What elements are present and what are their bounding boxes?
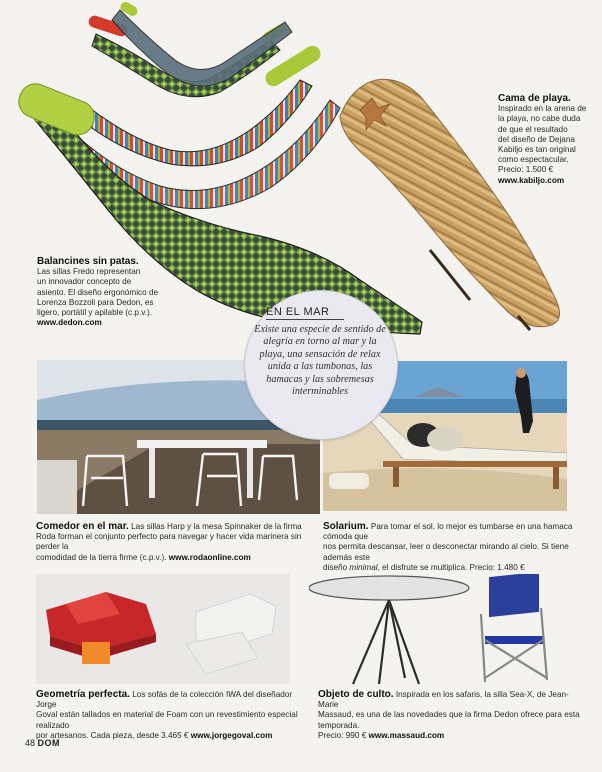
caption-line: Los sofás de la colección IWA del diseñador Jorge [36, 690, 293, 710]
caption-line: Precio: 990 € [318, 730, 367, 740]
caption-heading: Solarium. [323, 521, 369, 532]
caption-line: Lorenza Bozzoli para Dedon, es [37, 297, 154, 307]
caption-line: Las sillas Harp y la mesa Spinnaker de la firma [128, 522, 302, 531]
callout-title [266, 306, 374, 322]
magazine-brand: DOM [37, 738, 61, 748]
callout-text: Existe una especie de sentido de alegría en torno al mar y la playa, una sensación de relax unida a las tumbonas, las hamacas y las sobremesas interminables [254, 324, 386, 398]
caption-heading: Objeto de culto. [318, 689, 394, 700]
caption-heading: Geometría perfecta. [36, 689, 130, 700]
caption-heading: Comedor en el mar. [36, 521, 129, 532]
caption-line: diseño [323, 562, 350, 572]
caption-line: Precio: 1.500 € [498, 165, 554, 175]
caption-url[interactable]: www.massaud.com [368, 730, 445, 740]
caption-comedor [36, 522, 326, 563]
caption-line: del diseño de Dejana [498, 134, 575, 144]
caption-line: nos permita descansar, leer o desconectar mirando al cielo. Si tiene además este [323, 542, 569, 562]
page-footer [25, 738, 60, 748]
caption-url[interactable]: www.dedon.com [37, 318, 102, 328]
callout-title-text: EN EL MAR [266, 306, 330, 318]
callout-rule [266, 319, 344, 320]
caption-line: Massaud, es una de las novedades que la firma Dedon ofrece para esta temporada. [318, 710, 580, 730]
caption-line: Roda forman el conjunto perfecto para navegar y hacer vida marinera sin perder la [36, 532, 302, 552]
caption-line: Inspirada en los safaris, la silla Sea-X, de Jean-Marie [318, 690, 569, 710]
caption-heading: Balancines sin patas. [37, 256, 139, 267]
caption-line: comodidad de la tierra firme (c.p.v.). [36, 552, 167, 562]
caption-line: ligero, portátil y apilable (c.p.v.). [37, 308, 152, 318]
caption-balancines [37, 257, 177, 328]
caption-line: Kabiljo es tan original [498, 145, 576, 155]
photo-iwa-sofas [36, 574, 290, 684]
caption-line: Para tomar el sol, lo mejor es tumbarse en una hamaca cómoda que [323, 522, 573, 542]
caption-line: , el disfrute se multiplica. Precio: 1.480 € [377, 562, 525, 572]
caption-url[interactable]: www.rodaonline.com [168, 552, 251, 562]
photo-table-chair [309, 574, 571, 688]
caption-objeto [318, 690, 586, 741]
caption-line: de que el resultado [498, 124, 568, 134]
caption-heading: Cama de playa. [498, 93, 571, 104]
caption-line: como espectacular. [498, 155, 569, 165]
caption-line: por artesanos. Cada pieza, desde 3.465 € [36, 730, 189, 740]
caption-line: Goval están tallados en material de Foam con un revestimiento especial realizado [36, 710, 298, 730]
caption-line: Inspirado en la arena de [498, 104, 587, 114]
caption-geometria [36, 690, 306, 741]
caption-italic: minimal [349, 562, 378, 572]
caption-line: asiento. El diseño ergonómico de [37, 287, 159, 297]
page-number: 48 [25, 738, 36, 748]
caption-line: un innovador concepto de [37, 277, 132, 287]
caption-url[interactable]: www.jorgegoval.com [190, 730, 273, 740]
caption-line: Las sillas Fredo representan [37, 267, 141, 277]
caption-line: la playa, no cabe duda [498, 114, 581, 124]
caption-cama-de-playa [498, 94, 598, 186]
caption-url[interactable]: www.kabiljo.com [498, 175, 565, 185]
